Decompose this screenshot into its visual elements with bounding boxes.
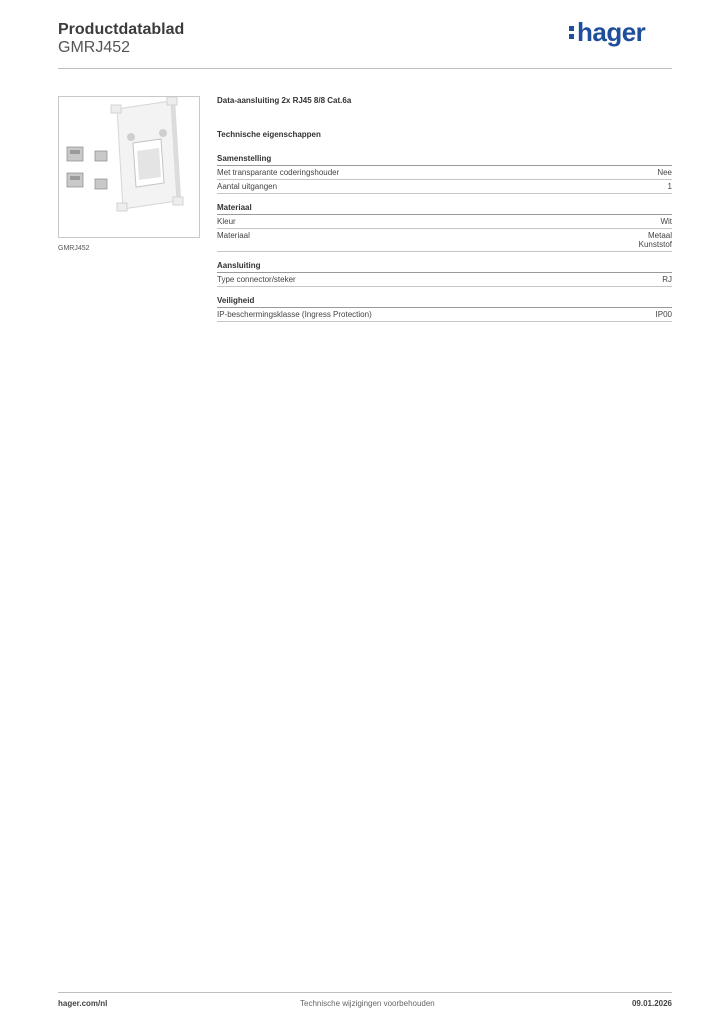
footer-notice: Technische wijzigingen voorbehouden	[300, 999, 435, 1008]
footer-website-link[interactable]: hager.com/nl	[58, 999, 108, 1008]
hager-logo	[569, 17, 645, 48]
image-caption: GMRJ452	[58, 245, 90, 252]
spec-value: 1	[667, 182, 672, 191]
product-code: GMRJ452	[58, 39, 131, 56]
spec-label: Kleur	[217, 217, 236, 226]
spec-row	[217, 273, 672, 287]
section-veiligheid	[217, 296, 672, 322]
spec-row	[217, 308, 672, 322]
spec-row	[217, 166, 672, 180]
product-description: Data-aansluiting 2x RJ45 8/8 Cat.6a	[217, 96, 352, 105]
spec-value: IP00	[655, 310, 672, 319]
spec-content	[217, 96, 672, 322]
spec-label: Aantal uitgangen	[217, 182, 278, 191]
spec-label: Materiaal	[217, 231, 250, 240]
spec-row	[217, 229, 672, 252]
spec-value-line: Kunststof	[638, 240, 672, 249]
spec-value: Nee	[657, 168, 672, 177]
logo-dots-icon	[569, 23, 574, 41]
spec-label: IP-beschermingsklasse (Ingress Protection)	[217, 310, 372, 319]
section-samenstelling	[217, 154, 672, 194]
product-image	[58, 96, 200, 238]
spec-label: Met transparante coderingshouder	[217, 168, 340, 177]
spec-row	[217, 215, 672, 229]
tech-heading: Technische eigenschappen	[217, 130, 321, 139]
logo-text: hager	[577, 17, 646, 47]
section-title: Veiligheid	[217, 296, 672, 308]
header-divider	[58, 68, 672, 69]
spec-value: Wit	[660, 217, 672, 226]
spec-value: RJ	[662, 275, 672, 284]
spec-value-line: Metaal	[647, 231, 672, 240]
spec-value	[639, 231, 672, 249]
product-photo-icon	[59, 97, 199, 237]
document-title: Productdatablad	[58, 21, 185, 38]
footer-date: 09.01.2026	[631, 999, 672, 1008]
spec-label: Type connector/steker	[217, 275, 296, 284]
spec-row	[217, 180, 672, 194]
footer-divider	[58, 992, 672, 993]
section-title: Samenstelling	[217, 154, 672, 166]
section-aansluiting	[217, 261, 672, 287]
section-title: Aansluiting	[217, 261, 672, 273]
section-title: Materiaal	[217, 203, 672, 215]
section-materiaal	[217, 203, 672, 252]
